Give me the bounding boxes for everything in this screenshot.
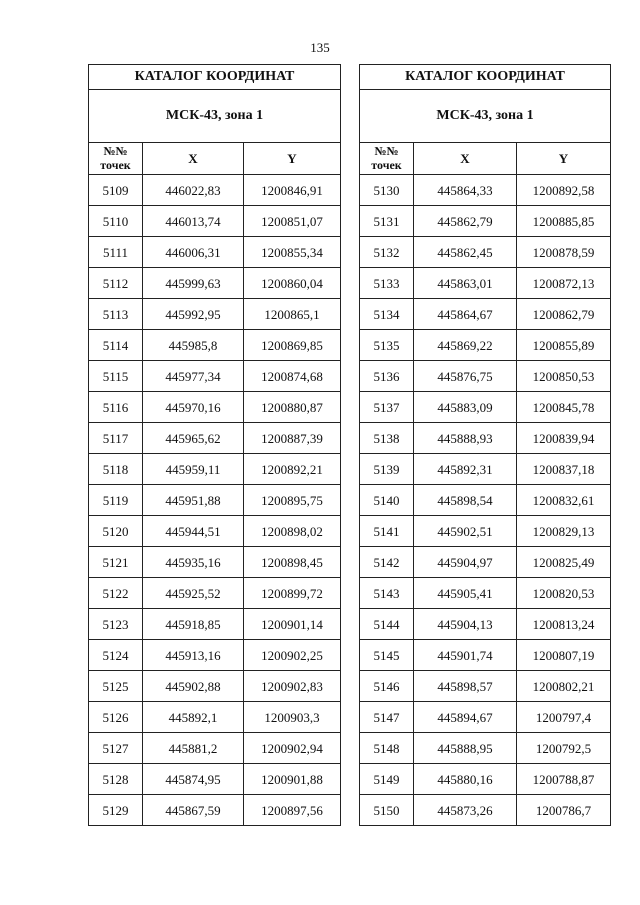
point-number-cell: 5130 [360, 175, 414, 206]
y-coordinate-cell: 1200880,87 [244, 392, 341, 423]
x-coordinate-cell: 445892,1 [143, 702, 244, 733]
y-coordinate-cell: 1200892,58 [517, 175, 611, 206]
y-coordinate-cell: 1200860,04 [244, 268, 341, 299]
table-row [89, 671, 341, 702]
catalog-zone: МСК-43, зона 1 [89, 90, 341, 143]
table-row [89, 361, 341, 392]
y-coordinate-cell: 1200902,94 [244, 733, 341, 764]
table-row [360, 237, 611, 268]
x-coordinate-cell: 445904,97 [414, 547, 517, 578]
catalog-zone: МСК-43, зона 1 [360, 90, 611, 143]
point-number-cell: 5109 [89, 175, 143, 206]
x-coordinate-cell: 445888,95 [414, 733, 517, 764]
y-coordinate-cell: 1200901,88 [244, 764, 341, 795]
x-coordinate-cell: 445901,74 [414, 640, 517, 671]
x-coordinate-cell: 445935,16 [143, 547, 244, 578]
y-coordinate-cell: 1200887,39 [244, 423, 341, 454]
y-coordinate-cell: 1200892,21 [244, 454, 341, 485]
x-coordinate-cell: 445965,62 [143, 423, 244, 454]
point-number-cell: 5118 [89, 454, 143, 485]
y-coordinate-cell: 1200855,34 [244, 237, 341, 268]
point-number-cell: 5150 [360, 795, 414, 826]
x-coordinate-cell: 445898,57 [414, 671, 517, 702]
point-number-cell: 5138 [360, 423, 414, 454]
table-row [360, 361, 611, 392]
table-row [360, 702, 611, 733]
point-number-cell: 5141 [360, 516, 414, 547]
x-coordinate-cell: 445862,79 [414, 206, 517, 237]
table-row [89, 764, 341, 795]
y-coordinate-cell: 1200885,85 [517, 206, 611, 237]
table-row [360, 578, 611, 609]
y-coordinate-cell: 1200902,83 [244, 671, 341, 702]
table-row [89, 485, 341, 516]
table-row [360, 485, 611, 516]
table-row [89, 268, 341, 299]
y-coordinate-cell: 1200851,07 [244, 206, 341, 237]
x-coordinate-cell: 445863,01 [414, 268, 517, 299]
point-number-cell: 5111 [89, 237, 143, 268]
point-number-cell: 5132 [360, 237, 414, 268]
x-coordinate-cell: 445985,8 [143, 330, 244, 361]
column-header-y: Y [517, 143, 611, 175]
catalog-rows [360, 175, 611, 826]
x-coordinate-cell: 445892,31 [414, 454, 517, 485]
table-row [89, 454, 341, 485]
x-coordinate-cell: 445869,22 [414, 330, 517, 361]
x-coordinate-cell: 445918,85 [143, 609, 244, 640]
point-number-cell: 5120 [89, 516, 143, 547]
table-row [89, 733, 341, 764]
x-coordinate-cell: 445992,95 [143, 299, 244, 330]
column-header-y: Y [244, 143, 341, 175]
table-row [89, 516, 341, 547]
point-number-cell: 5119 [89, 485, 143, 516]
point-number-cell: 5136 [360, 361, 414, 392]
table-row [89, 392, 341, 423]
catalog-rows [89, 175, 341, 826]
x-coordinate-cell: 445864,33 [414, 175, 517, 206]
table-row [360, 423, 611, 454]
point-number-cell: 5135 [360, 330, 414, 361]
point-number-cell: 5116 [89, 392, 143, 423]
point-number-cell: 5113 [89, 299, 143, 330]
x-coordinate-cell: 445864,67 [414, 299, 517, 330]
coordinate-catalog-right [359, 64, 611, 826]
y-coordinate-cell: 1200788,87 [517, 764, 611, 795]
x-coordinate-cell: 445881,2 [143, 733, 244, 764]
y-coordinate-cell: 1200865,1 [244, 299, 341, 330]
x-coordinate-cell: 445876,75 [414, 361, 517, 392]
table-row [360, 330, 611, 361]
x-coordinate-cell: 445862,45 [414, 237, 517, 268]
table-row [360, 268, 611, 299]
y-coordinate-cell: 1200901,14 [244, 609, 341, 640]
table-row [360, 206, 611, 237]
table-row [360, 175, 611, 206]
table-row [360, 547, 611, 578]
table-row [89, 237, 341, 268]
coordinate-catalog-left [88, 64, 341, 826]
x-coordinate-cell: 445944,51 [143, 516, 244, 547]
catalog-title: КАТАЛОГ КООРДИНАТ [89, 65, 341, 90]
column-header-x: X [143, 143, 244, 175]
point-number-cell: 5117 [89, 423, 143, 454]
x-coordinate-cell: 445925,52 [143, 578, 244, 609]
y-coordinate-cell: 1200845,78 [517, 392, 611, 423]
y-coordinate-cell: 1200903,3 [244, 702, 341, 733]
point-number-cell: 5110 [89, 206, 143, 237]
y-coordinate-cell: 1200898,45 [244, 547, 341, 578]
y-coordinate-cell: 1200825,49 [517, 547, 611, 578]
table-row [360, 795, 611, 826]
point-number-cell: 5145 [360, 640, 414, 671]
y-coordinate-cell: 1200899,72 [244, 578, 341, 609]
point-number-cell: 5147 [360, 702, 414, 733]
y-coordinate-cell: 1200813,24 [517, 609, 611, 640]
table-row [89, 330, 341, 361]
x-coordinate-cell: 445977,34 [143, 361, 244, 392]
y-coordinate-cell: 1200832,61 [517, 485, 611, 516]
page-number: 135 [310, 40, 330, 55]
table-row [360, 392, 611, 423]
point-number-cell: 5126 [89, 702, 143, 733]
point-number-cell: 5139 [360, 454, 414, 485]
point-number-cell: 5123 [89, 609, 143, 640]
table-row [89, 547, 341, 578]
point-number-cell: 5140 [360, 485, 414, 516]
x-coordinate-cell: 445898,54 [414, 485, 517, 516]
point-number-cell: 5146 [360, 671, 414, 702]
table-row [89, 423, 341, 454]
x-coordinate-cell: 445959,11 [143, 454, 244, 485]
table-row [89, 206, 341, 237]
column-header-point-number: №№ точек [89, 143, 143, 175]
point-number-cell: 5114 [89, 330, 143, 361]
point-number-cell: 5149 [360, 764, 414, 795]
point-number-cell: 5122 [89, 578, 143, 609]
x-coordinate-cell: 445867,59 [143, 795, 244, 826]
y-coordinate-cell: 1200855,89 [517, 330, 611, 361]
x-coordinate-cell: 445951,88 [143, 485, 244, 516]
table-row [89, 578, 341, 609]
catalog-title: КАТАЛОГ КООРДИНАТ [360, 65, 611, 90]
table-row [360, 609, 611, 640]
table-row [360, 640, 611, 671]
point-number-cell: 5134 [360, 299, 414, 330]
x-coordinate-cell: 445902,51 [414, 516, 517, 547]
column-header-x: X [414, 143, 517, 175]
x-coordinate-cell: 445999,63 [143, 268, 244, 299]
point-number-cell: 5112 [89, 268, 143, 299]
table-row [89, 299, 341, 330]
y-coordinate-cell: 1200902,25 [244, 640, 341, 671]
point-number-cell: 5131 [360, 206, 414, 237]
y-coordinate-cell: 1200846,91 [244, 175, 341, 206]
point-number-cell: 5129 [89, 795, 143, 826]
point-number-cell: 5144 [360, 609, 414, 640]
point-number-cell: 5125 [89, 671, 143, 702]
column-header-point-number: №№ точек [360, 143, 414, 175]
table-row [360, 671, 611, 702]
x-coordinate-cell: 445883,09 [414, 392, 517, 423]
point-number-cell: 5128 [89, 764, 143, 795]
table-row [89, 795, 341, 826]
point-number-cell: 5137 [360, 392, 414, 423]
y-coordinate-cell: 1200786,7 [517, 795, 611, 826]
y-coordinate-cell: 1200837,18 [517, 454, 611, 485]
x-coordinate-cell: 445904,13 [414, 609, 517, 640]
y-coordinate-cell: 1200807,19 [517, 640, 611, 671]
table-row [360, 454, 611, 485]
x-coordinate-cell: 446022,83 [143, 175, 244, 206]
x-coordinate-cell: 445902,88 [143, 671, 244, 702]
point-number-cell: 5133 [360, 268, 414, 299]
table-row [89, 175, 341, 206]
y-coordinate-cell: 1200829,13 [517, 516, 611, 547]
table-row [360, 733, 611, 764]
y-coordinate-cell: 1200898,02 [244, 516, 341, 547]
y-coordinate-cell: 1200862,79 [517, 299, 611, 330]
point-number-cell: 5127 [89, 733, 143, 764]
y-coordinate-cell: 1200820,53 [517, 578, 611, 609]
table-row [360, 764, 611, 795]
x-coordinate-cell: 445913,16 [143, 640, 244, 671]
point-number-cell: 5148 [360, 733, 414, 764]
table-row [89, 640, 341, 671]
x-coordinate-cell: 445894,67 [414, 702, 517, 733]
point-number-cell: 5115 [89, 361, 143, 392]
y-coordinate-cell: 1200869,85 [244, 330, 341, 361]
point-number-cell: 5121 [89, 547, 143, 578]
y-coordinate-cell: 1200797,4 [517, 702, 611, 733]
y-coordinate-cell: 1200802,21 [517, 671, 611, 702]
y-coordinate-cell: 1200895,75 [244, 485, 341, 516]
x-coordinate-cell: 445970,16 [143, 392, 244, 423]
y-coordinate-cell: 1200897,56 [244, 795, 341, 826]
x-coordinate-cell: 445873,26 [414, 795, 517, 826]
y-coordinate-cell: 1200878,59 [517, 237, 611, 268]
table-row [89, 702, 341, 733]
point-number-cell: 5124 [89, 640, 143, 671]
y-coordinate-cell: 1200839,94 [517, 423, 611, 454]
table-row [360, 299, 611, 330]
x-coordinate-cell: 446006,31 [143, 237, 244, 268]
table-row [89, 609, 341, 640]
y-coordinate-cell: 1200872,13 [517, 268, 611, 299]
x-coordinate-cell: 445905,41 [414, 578, 517, 609]
y-coordinate-cell: 1200850,53 [517, 361, 611, 392]
x-coordinate-cell: 445888,93 [414, 423, 517, 454]
y-coordinate-cell: 1200874,68 [244, 361, 341, 392]
point-number-cell: 5143 [360, 578, 414, 609]
y-coordinate-cell: 1200792,5 [517, 733, 611, 764]
x-coordinate-cell: 446013,74 [143, 206, 244, 237]
x-coordinate-cell: 445880,16 [414, 764, 517, 795]
x-coordinate-cell: 445874,95 [143, 764, 244, 795]
table-row [360, 516, 611, 547]
point-number-cell: 5142 [360, 547, 414, 578]
